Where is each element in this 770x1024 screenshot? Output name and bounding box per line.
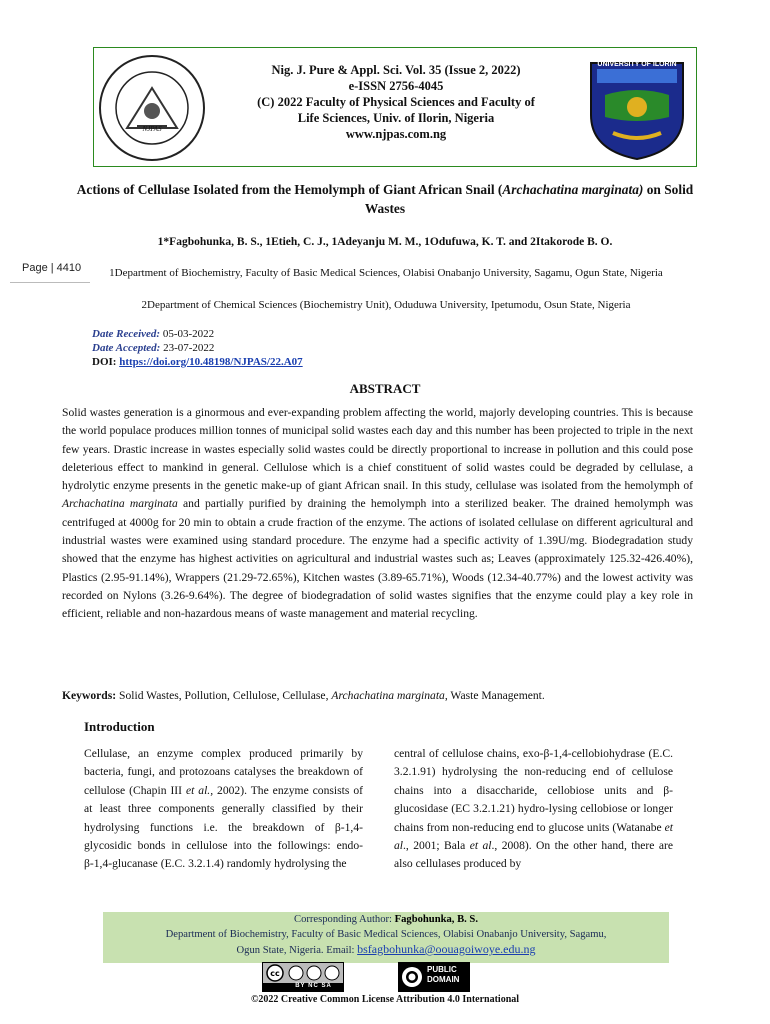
introduction-column-2: central of cellulose chains, exo-β-1,4-cellobiohydrase (E.C. 3.2.1.91) hydrolysing the non-reducing end of cellulose chains into a disaccharide, cellobiose units and β-glucosidase (EC 3.2.1.21) hydro-lysing cellobiose or longer chains from non-reducing end to glucose units (Watanabe et al., 2001; Bala et al., 2008). On the other hand, there are also cellulases produced by [394,747,673,871]
corr-author-dept: Department of Biochemistry, Faculty of Basic Medical Sciences, Olabisi Onabanjo University, Sagamu, [165,929,607,940]
page-number: Page | 4410 [22,262,82,274]
corr-author-email[interactable]: bsfagbohunka@oouagoiwoye.edu.ng [357,942,536,956]
journal-logo [97,53,207,163]
abstract-text: Solid wastes generation is a ginormous and ever-expanding problem affecting the world, majorly developing countries. This is because the world populace produces million tonnes of municipal solid wastes each day and this number has been projected to triple in the next few years. Drastic increase in wastes especially solid wastes could be directly proportional to increase in pollution and this could pose deleterious effect to mankind in general. Cellulose which is a chief constituent of solid wastes could be degraded by cellulase, a hydrolytic enzyme presents in the genetic make-up of giant African snail. In this study, cellulase was isolated from the hemolymph of Archachatina marginata and partially purified by draining the hemolymph into a sterilized beaker. The drained hemolymph was centrifuged at 4000g for 20 min to obtain a crude fraction of the enzyme. The actions of isolated cellulase on different agricultural and industrial wastes were examined using standard procedure. The enzyme had a specific activity of 1.39U/mg. Biodegradation study showed that the enzyme has highest activities on agricultural and industrial wastes such as; Leaves (approximately 125.32-426.40%), Plastics (2.95-91.14%), Wrappers (21.29-72.65%), Kitchen wastes (3.89-65.71%), Woods (12.34-40.77%) and the lowest activity was recorded on Nylons (3.26-9.64%). The degree of biodegradation of solid wastes signifies that the enzyme could play a key role in efficient, reliable and non-hazardous means of waste management and material recycling. [62,406,693,621]
date-accepted: 23-07-2022 [163,342,215,354]
cc-badge-label: BY NC SA [295,983,332,989]
introduction-column-1: Cellulase, an enzyme complex produced primarily by bacteria, fungi, and protozoans catalyses the breakdown of cellulose (Chapin III et al., 2002). The enzyme consists of at least three components generally classified by their hydrolysing functions i.e. the breakdown of β-1,4-glycosidic bonds in cellulose into the followings: endo-β-1,4-glucanase (E.C. 3.2.1.4) randomly hydrolysing the [84,747,363,871]
introduction-heading: Introduction [84,719,155,734]
public-domain-label: PUBLIC DOMAIN [427,965,460,984]
university-logo-text: UNIVERSITY OF ILORIN [597,61,677,68]
page-number-divider [10,282,90,283]
journal-line: Nig. J. Pure & Appl. Sci. Vol. 35 (Issue 2, 2022) [271,63,521,77]
journal-website[interactable]: www.njpas.com.ng [345,127,447,141]
svg-text:cc: cc [270,969,280,978]
doi-label: DOI: [92,356,117,368]
university-logo [583,55,691,163]
corresponding-author-info: Corresponding Author: Fagbohunka, B. S. Department of Biochemistry, Faculty of Basic Medical Sciences, Olabisi Onabanjo University, Sagamu, Ogun State, Nigeria. Email: bsfagbohunka@oouagoiwoye.edu.ng [103,912,669,958]
date-received-label: Date Received: [92,328,161,340]
author-list: 1*Fagbohunka, B. S., 1Etieh, C. J., 1Adeyanju M. M., 1Odufuwa, K. T. and 2Itakorode B. O. [157,236,613,248]
doi-link[interactable]: https://doi.org/10.48198/NJPAS/22.A07 [119,356,303,368]
copyright-line-1: (C) 2022 Faculty of Physical Sciences and Faculty of [257,95,535,109]
date-accepted-label: Date Accepted: [92,342,161,354]
journal-logo-abbr: NJPAS [142,125,162,133]
date-received: 05-03-2022 [162,328,215,340]
journal-info [210,62,582,142]
corr-author-name: Fagbohunka, B. S. [394,914,478,925]
affiliation-2: 2Department of Chemical Sciences (Biochemistry Unit), Oduduwa University, Ipetumodu, Osun State, Nigeria [141,299,631,311]
license-text: ©2022 Creative Common License Attribution 4.0 International [250,994,520,1005]
paper-title: Actions of Cellulase Isolated from the Hemolymph of Giant African Snail (Archachatina marginata) on Solid Wastes [76,182,694,216]
article-dates [92,327,303,369]
keywords: Keywords: Solid Wastes, Pollution, Cellulose, Cellulase, Archachatina marginata, Waste Management. [62,689,545,702]
copyright-line-2: Life Sciences, Univ. of Ilorin, Nigeria [297,111,495,125]
eissn: e-ISSN 2756-4045 [348,79,444,93]
abstract-heading: ABSTRACT [349,381,421,396]
corr-author-label: Corresponding Author: [294,914,395,925]
affiliation-1: 1Department of Biochemistry, Faculty of Basic Medical Sciences, Olabisi Onabanjo University, Sagamu, Ogun State, Nigeria [109,267,663,279]
